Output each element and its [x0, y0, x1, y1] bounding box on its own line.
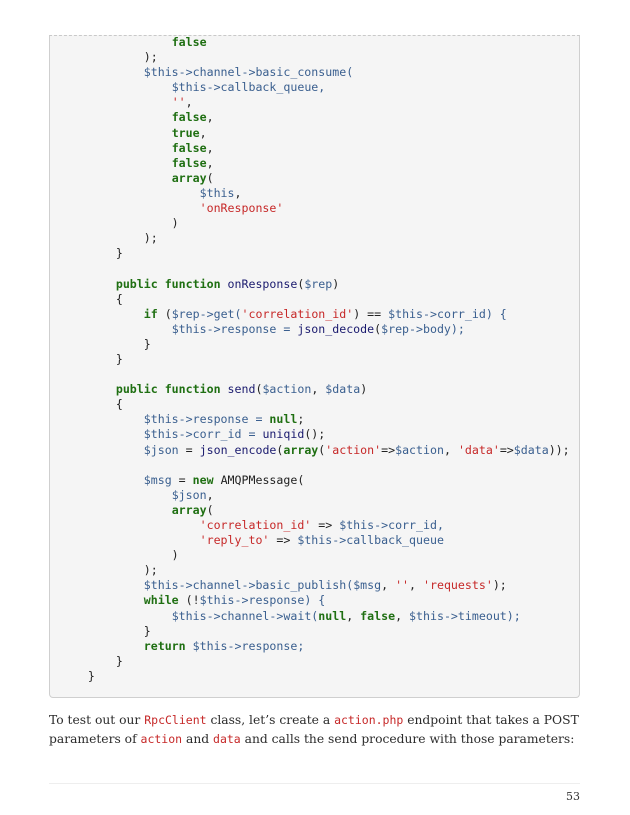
code-token: json_decode: [297, 321, 375, 336]
code-token: [60, 488, 172, 502]
code-token: 'data': [457, 442, 500, 457]
code-token: ->corr_id) {: [423, 306, 507, 321]
code-token: ): [332, 276, 340, 291]
code-token: '': [395, 578, 410, 593]
code-line: [60, 65, 570, 80]
code-line: [60, 171, 570, 186]
code-token: ->callback_queue,: [206, 80, 326, 95]
code-token: ) ==: [353, 306, 389, 321]
code-token: $rep: [304, 276, 333, 291]
code-token: (: [374, 321, 382, 336]
code-line: [60, 307, 570, 322]
code-token: ,: [409, 578, 424, 593]
code-token: [60, 80, 172, 94]
code-token: [60, 609, 172, 623]
code-line: [60, 322, 570, 337]
code-token: (: [206, 502, 214, 517]
code-token: ();: [304, 427, 326, 442]
code-token: [60, 533, 200, 547]
code-line: [60, 382, 570, 397]
code-line: [60, 261, 570, 276]
page-number: 53: [566, 790, 580, 803]
code-token: [60, 186, 200, 200]
code-token: ,: [311, 382, 326, 397]
code-token: $data: [513, 442, 549, 457]
code-line: [60, 141, 570, 156]
paragraph-text: class, let’s create a: [206, 713, 335, 727]
code-token: ,: [206, 487, 214, 502]
code-token: 'onResponse': [199, 201, 284, 216]
code-token: false: [171, 35, 207, 49]
code-token: }: [60, 623, 151, 638]
code-token: $this: [199, 185, 235, 200]
code-token: true: [171, 125, 200, 140]
code-line: [60, 639, 570, 654]
code-line: [60, 367, 570, 382]
code-line: [60, 412, 570, 427]
paragraph-text: To test out our: [49, 713, 145, 727]
code-line: [60, 186, 570, 201]
code-token: uniqid: [262, 427, 305, 442]
code-line: [60, 246, 570, 261]
code-token: [60, 412, 144, 426]
code-token: ->corr_id,: [374, 518, 444, 532]
code-token: [60, 503, 172, 517]
code-token: null: [318, 608, 347, 623]
code-line: [60, 427, 570, 442]
code-token: array: [171, 502, 207, 517]
code-token: [60, 443, 144, 457]
code-line: [60, 50, 570, 65]
code-line: [60, 443, 570, 458]
code-token: [60, 277, 116, 291]
code-token: [60, 65, 144, 79]
code-token: ,: [185, 95, 193, 110]
code-token: return: [143, 638, 186, 653]
code-token: while: [143, 593, 179, 608]
inline-code: data: [213, 732, 241, 746]
code-token: [60, 95, 172, 109]
code-line: [60, 624, 570, 639]
code-token: $rep: [381, 321, 410, 336]
code-token: [60, 427, 144, 441]
code-line: [60, 126, 570, 141]
code-token: );: [60, 231, 158, 246]
code-token: if: [143, 306, 158, 321]
code-token: [186, 639, 193, 653]
code-token: $action: [395, 442, 444, 457]
code-token: $rep: [171, 306, 200, 321]
code-token: =: [171, 472, 193, 487]
code-line: [60, 669, 570, 684]
code-token: json_encode: [199, 442, 277, 457]
code-token: public function: [115, 382, 228, 397]
code-token: array: [171, 170, 207, 185]
inline-code: action: [140, 732, 183, 746]
code-token: }: [60, 246, 123, 261]
paragraph-text: and: [182, 732, 214, 746]
code-token: $this: [297, 533, 333, 548]
code-line: [60, 95, 570, 110]
code-token: =>: [499, 442, 514, 457]
code-token: $msg: [143, 472, 172, 487]
code-token: [60, 35, 172, 49]
code-token: public function: [115, 276, 228, 291]
code-token: $this: [171, 321, 207, 336]
code-token: }: [60, 336, 151, 351]
code-listing: [60, 35, 570, 684]
code-token: ,: [234, 185, 242, 200]
code-token: (: [297, 276, 305, 291]
inline-code: action.php: [334, 713, 404, 727]
code-token: [60, 578, 144, 592]
code-token: 'action': [325, 442, 382, 457]
code-token: $msg: [353, 578, 382, 593]
code-line: [60, 563, 570, 578]
code-token: false: [171, 110, 207, 125]
code-token: ->channel->basic_consume(: [178, 65, 354, 80]
code-token: $this: [143, 427, 179, 442]
code-token: (: [157, 306, 172, 321]
code-token: {: [60, 291, 123, 306]
code-token: 'correlation_id': [241, 306, 354, 321]
code-token: [60, 322, 172, 336]
code-token: send: [227, 382, 256, 397]
code-token: $this: [143, 65, 179, 80]
code-token: (!: [178, 593, 200, 608]
code-token: $this: [171, 608, 207, 623]
code-line: [60, 548, 570, 563]
code-token: $data: [325, 382, 361, 397]
code-token: null: [269, 412, 298, 427]
code-token: [60, 518, 200, 532]
code-token: ->corr_id =: [178, 427, 263, 442]
code-token: [60, 126, 172, 140]
code-token: =>: [269, 533, 298, 548]
code-line: [60, 503, 570, 518]
code-token: ->get(: [199, 306, 242, 321]
code-token: 'reply_to': [199, 533, 270, 548]
code-token: ->response;: [227, 638, 305, 653]
code-line: [60, 578, 570, 593]
code-line: [60, 216, 570, 231]
code-token: ,: [199, 125, 207, 140]
code-token: $this: [339, 518, 375, 532]
paragraph-text: endpoint that takes a POST parameters of: [49, 713, 579, 746]
code-token: $this: [388, 306, 424, 321]
code-token: [60, 382, 116, 396]
code-line: [60, 277, 570, 292]
code-token: AMQPMessage(: [213, 472, 305, 487]
code-token: [60, 201, 200, 215]
code-token: }: [60, 653, 123, 668]
code-token: ->timeout);: [443, 608, 521, 623]
code-line: [60, 110, 570, 125]
code-line: [60, 488, 570, 503]
code-token: }: [60, 668, 95, 683]
code-line: [60, 458, 570, 473]
code-token: false: [360, 608, 396, 623]
code-line: [60, 292, 570, 307]
code-token: (: [255, 382, 263, 397]
code-token: array: [283, 442, 319, 457]
code-line: [60, 201, 570, 216]
code-token: [60, 171, 172, 185]
code-token: ,: [206, 140, 214, 155]
code-token: ,: [395, 608, 410, 623]
code-line: [60, 533, 570, 548]
code-token: false: [171, 140, 207, 155]
code-token: [60, 473, 144, 487]
code-token: $this: [143, 578, 179, 593]
code-token: ->response) {: [234, 593, 326, 608]
code-token: ->body);: [409, 321, 465, 336]
code-token: ->response =: [178, 412, 270, 427]
code-line: [60, 473, 570, 488]
code-line: [60, 156, 570, 171]
footer-divider: [49, 783, 580, 784]
code-token: (: [276, 442, 284, 457]
code-token: 'requests': [423, 578, 493, 593]
code-token: $this: [143, 412, 179, 427]
code-token: $this: [199, 593, 235, 608]
code-token: );: [60, 563, 158, 578]
code-token: ): [60, 548, 179, 563]
code-token: ,: [346, 608, 361, 623]
code-token: );: [60, 50, 158, 65]
code-line: [60, 337, 570, 352]
code-line: [60, 80, 570, 95]
code-token: =: [178, 442, 200, 457]
body-paragraph: [49, 711, 589, 749]
code-token: ));: [548, 442, 570, 457]
code-token: [60, 156, 172, 170]
code-token: onResponse: [227, 276, 298, 291]
code-token: $this: [192, 638, 228, 653]
code-token: =>: [311, 518, 340, 532]
code-token: [60, 141, 172, 155]
code-line: [60, 35, 570, 50]
code-token: 'correlation_id': [199, 518, 312, 532]
code-token: ->channel->wait(: [206, 608, 319, 623]
code-token: ->channel->basic_publish(: [178, 578, 354, 593]
code-line: [60, 609, 570, 624]
code-token: [60, 593, 144, 607]
code-token: new: [192, 472, 214, 487]
code-token: [60, 110, 172, 124]
code-token: );: [492, 578, 507, 593]
code-token: ): [360, 382, 368, 397]
code-token: ->response =: [206, 321, 298, 336]
code-token: ): [60, 216, 179, 231]
code-line: [60, 654, 570, 669]
paragraph-text: and calls the send procedure with those parameters:: [240, 732, 575, 746]
code-token: ,: [443, 442, 458, 457]
code-token: $this: [171, 80, 207, 95]
code-line: [60, 231, 570, 246]
code-token: ,: [206, 155, 214, 170]
code-token: ->callback_queue: [332, 533, 444, 548]
code-token: false: [171, 155, 207, 170]
code-token: $json: [143, 442, 179, 457]
code-line: [60, 593, 570, 608]
code-token: }: [60, 351, 123, 366]
code-token: =>: [381, 442, 396, 457]
code-token: (: [206, 170, 214, 185]
code-line: [60, 352, 570, 367]
code-token: '': [171, 95, 186, 110]
code-token: $this: [409, 608, 444, 623]
code-token: $action: [262, 382, 312, 397]
code-line: [60, 518, 570, 533]
code-token: ,: [206, 110, 214, 125]
code-token: ;: [297, 412, 305, 427]
code-token: [60, 639, 144, 653]
code-token: ,: [381, 578, 396, 593]
code-token: $json: [171, 487, 207, 502]
code-token: (: [318, 442, 326, 457]
code-token: [60, 307, 144, 321]
code-line: [60, 397, 570, 412]
code-token: {: [60, 397, 123, 412]
inline-code: RpcClient: [144, 713, 207, 727]
